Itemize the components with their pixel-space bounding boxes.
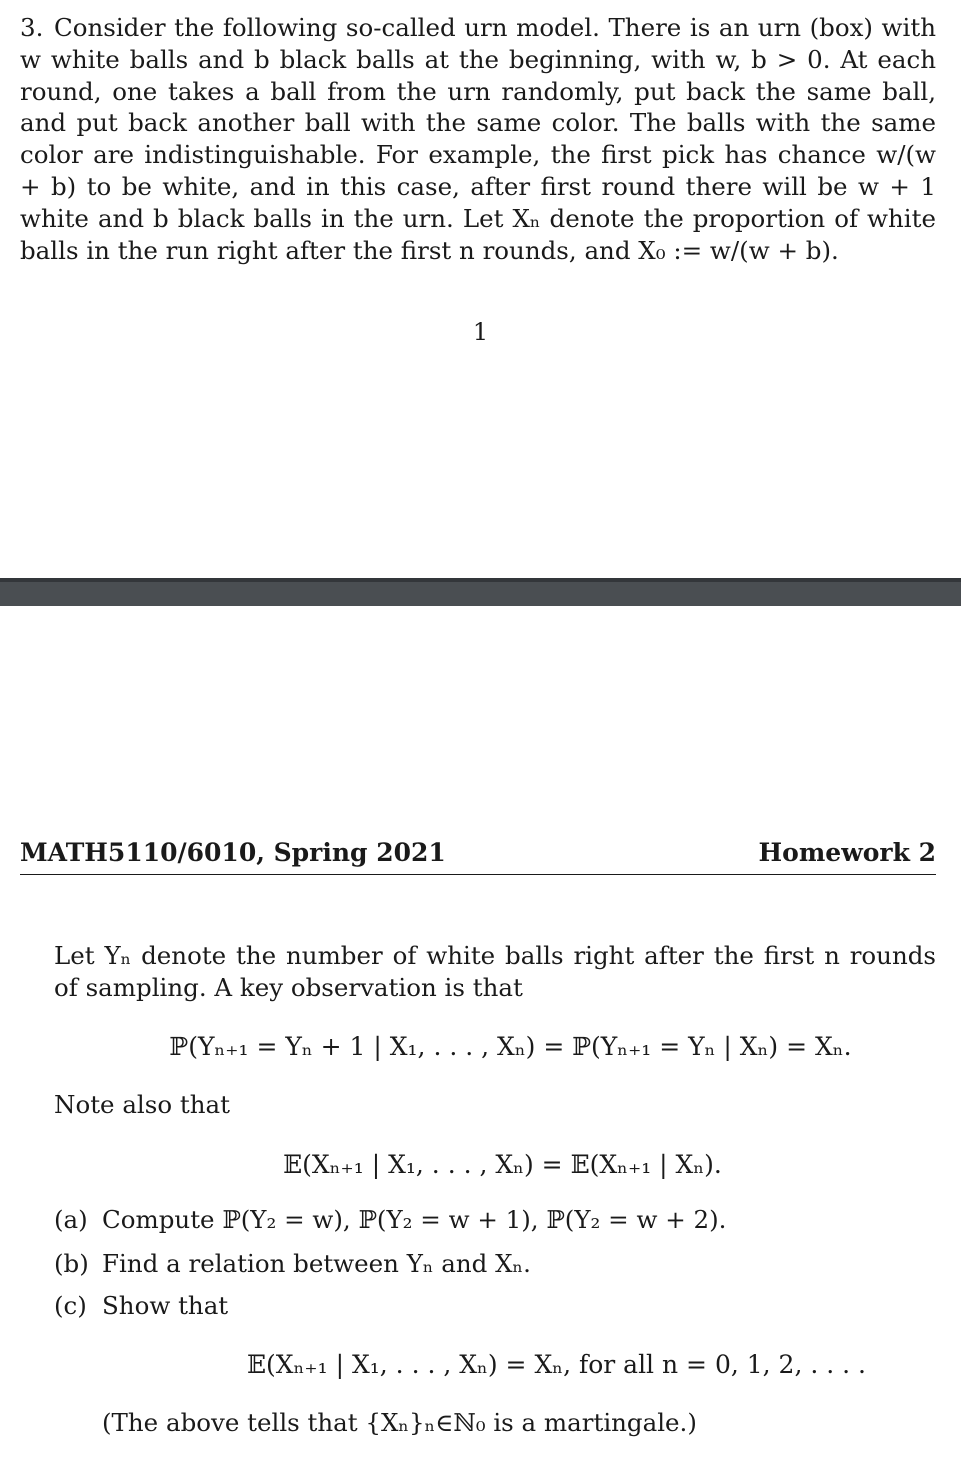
martingale-remark: (The above tells that {Xₙ}ₙ∈ℕ₀ is a martingale.) (102, 1408, 697, 1437)
list-item (54, 1205, 726, 1234)
intro-paragraph: Let Yₙ denote the number of white balls right after the first n rounds of sampling. A key observation is that (54, 941, 936, 1002)
part-text: Find a relation between Yₙ and Xₙ. (102, 1249, 531, 1278)
homework-title: Homework 2 (758, 838, 936, 867)
list-item (54, 1291, 228, 1320)
part-text: Compute ℙ(Y₂ = w), ℙ(Y₂ = w + 1), ℙ(Y₂ = w + 2). (102, 1205, 727, 1234)
problem-number: 3. (20, 13, 44, 42)
pdf-page-1 (0, 0, 961, 578)
page-divider (0, 578, 961, 606)
part-label: (b) (54, 1249, 89, 1278)
part-text: Show that (102, 1291, 229, 1320)
part-label: (a) (54, 1205, 88, 1234)
page-number: 1 (472, 318, 489, 346)
equation-2: 𝔼(Xₙ₊₁ | X₁, . . . , Xₙ) = 𝔼(Xₙ₊₁ | Xₙ). (283, 1150, 722, 1179)
note-text: Note also that (54, 1090, 230, 1119)
list-item (54, 1249, 531, 1278)
part-label: (c) (54, 1291, 87, 1320)
equation-1: ℙ(Yₙ₊₁ = Yₙ + 1 | X₁, . . . , Xₙ) = ℙ(Yₙ₊₁ = Yₙ | Xₙ) = Xₙ. (169, 1032, 852, 1061)
equation-3: 𝔼(Xₙ₊₁ | X₁, . . . , Xₙ) = Xₙ, for all n = 0, 1, 2, . . . . (247, 1350, 866, 1379)
problem-3 (20, 12, 936, 266)
page-header (20, 838, 936, 875)
problem-text: Consider the following so-called urn model. There is an urn (box) with w white balls and b black balls at the beginning, with w, b > 0. At each round, one takes a ball from the urn randomly, put back the same ball, and put back another ball with the same color. The balls with the same color are indistinguishable. For example, the first pick has chance w/(w + b) to be white, and in this case, after first round there will be w + 1 white and b black balls in the urn. Let Xₙ denote the proportion of white balls in the run right after the first n rounds, and X₀ := w/(w + b). (20, 13, 936, 265)
course-title: MATH5110/6010, Spring 2021 (20, 838, 446, 867)
